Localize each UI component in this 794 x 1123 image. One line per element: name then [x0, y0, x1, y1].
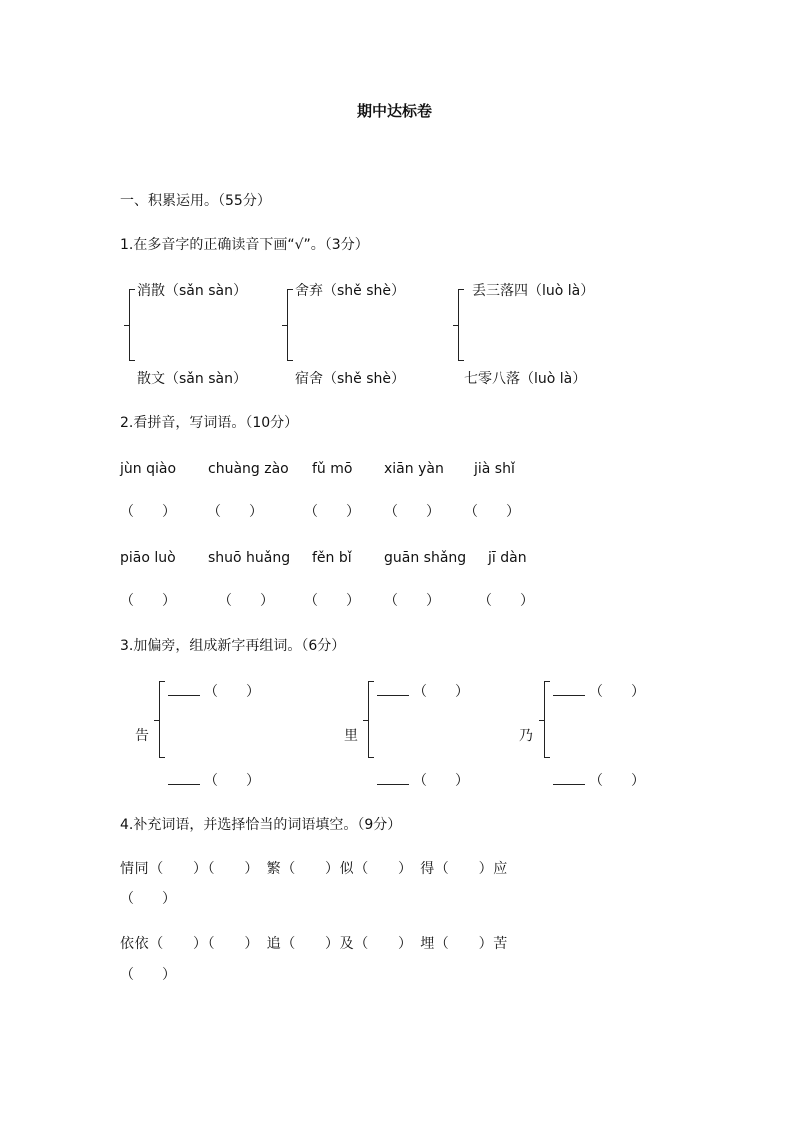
pinyin: fǔ mō [312, 461, 353, 477]
answer-blank[interactable]: （ ） [120, 504, 176, 520]
idiom-line[interactable]: 情同（ ）（ ） 繁（ ）似（ ） 得（ ）应 [120, 861, 508, 877]
question-4-heading: 4.补充词语，并选择恰当的词语填空。（9分） [120, 817, 402, 833]
base-character: 乃 [519, 728, 533, 744]
answer-blank[interactable]: （ ） [218, 593, 274, 609]
q1-word-top: 丢三落四（luò là） [472, 283, 595, 299]
compose-blank-top[interactable]: （ ） [553, 681, 645, 701]
q1-word-bottom: 七零八落（luò là） [464, 371, 587, 387]
pinyin: shuō huǎng [208, 550, 291, 566]
answer-blank[interactable]: （ ） [384, 593, 440, 609]
answer-blank[interactable]: （ ） [207, 504, 263, 520]
compose-blank-top[interactable]: （ ） [377, 681, 469, 701]
compose-blank-bottom[interactable]: （ ） [377, 770, 469, 790]
brace-1 [129, 289, 135, 361]
question-2-heading: 2.看拼音，写词语。（10分） [120, 415, 299, 431]
pinyin: jùn qiào [120, 461, 177, 477]
answer-blank[interactable]: （ ） [384, 504, 440, 520]
compose-blank-bottom[interactable]: （ ） [168, 770, 260, 790]
answer-blank[interactable]: （ ） [304, 593, 360, 609]
section-heading: 一、积累运用。（55分） [120, 193, 271, 209]
compose-blank-top[interactable]: （ ） [168, 681, 260, 701]
base-character: 告 [135, 728, 149, 744]
q1-word-bottom: 散文（sǎn sàn） [137, 371, 247, 387]
base-character: 里 [344, 728, 358, 744]
answer-blank[interactable]: （ ） [478, 593, 534, 609]
brace-2 [287, 289, 293, 361]
answer-blank[interactable]: （ ） [304, 504, 360, 520]
idiom-line-continued[interactable]: （ ） [120, 967, 176, 983]
brace-q3-2 [368, 681, 374, 758]
pinyin: piāo luò [120, 550, 176, 566]
pinyin: chuàng zào [208, 461, 289, 477]
question-3-heading: 3.加偏旁，组成新字再组词。（6分） [120, 638, 346, 654]
brace-q3-1 [159, 681, 165, 758]
answer-blank[interactable]: （ ） [464, 504, 520, 520]
pinyin: xiān yàn [384, 461, 444, 477]
pinyin: jī dàn [488, 550, 527, 566]
q1-word-top: 消散（sǎn sàn） [137, 283, 247, 299]
pinyin: jià shǐ [474, 461, 515, 477]
q1-word-bottom: 宿舍（shě shè） [295, 371, 406, 387]
q1-word-top: 舍弃（shě shè） [295, 283, 406, 299]
compose-blank-bottom[interactable]: （ ） [553, 770, 645, 790]
brace-q3-3 [544, 681, 550, 758]
pinyin: guān shǎng [384, 550, 467, 566]
question-1-heading: 1.在多音字的正确读音下画“√”。（3分） [120, 237, 369, 253]
idiom-line-continued[interactable]: （ ） [120, 891, 176, 907]
brace-3 [458, 289, 464, 361]
idiom-line[interactable]: 依依（ ）（ ） 追（ ）及（ ） 埋（ ）苦 [120, 936, 508, 952]
pinyin: fěn bǐ [312, 550, 352, 566]
page-title: 期中达标卷 [357, 102, 433, 120]
answer-blank[interactable]: （ ） [120, 593, 176, 609]
